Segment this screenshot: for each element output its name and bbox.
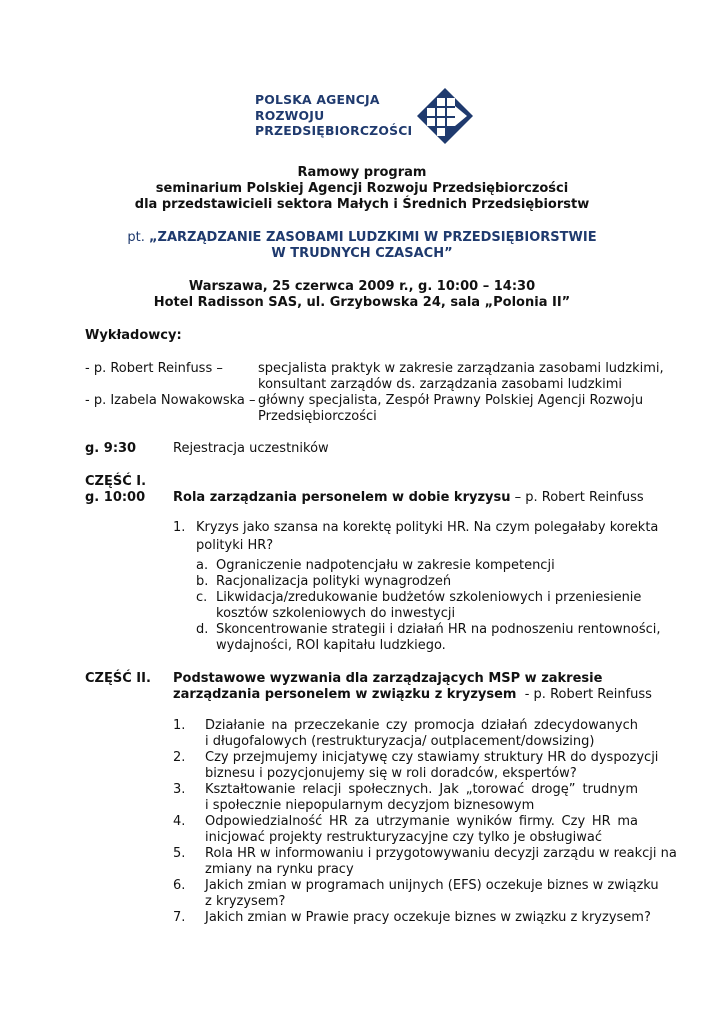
- part-2-item-1-line-2: i długofalowych (restrukturyzacja/ outplacement/dowsizing): [205, 734, 595, 749]
- part-2-item-6-line-1: Jakich zmian w programach unijnych (EFS) oczekuje biznes w związku: [205, 878, 659, 893]
- part-2-item-6-line-2: z kryzysem?: [205, 894, 286, 909]
- part-2-speaker: - p. Robert Reinfuss: [516, 687, 652, 702]
- part-2-item-5-line-2: zmiany na rynku pracy: [205, 862, 354, 877]
- part-2-item-7-line-1: Jakich zmian w Prawie pracy oczekuje biznes w związku z kryzysem?: [205, 910, 651, 925]
- logo-line-2: ROZWOJU: [255, 107, 325, 123]
- part-2-item-2-number: 2.: [173, 750, 186, 765]
- part-2-item-1-number: 1.: [173, 718, 186, 733]
- parp-diamond-arrow-icon: [417, 88, 473, 144]
- lecturer-2-name: - p. Izabela Nowakowska –: [85, 393, 256, 408]
- audience-title: dla przedstawicieli sektora Małych i Średnich Przedsiębiorstw: [134, 197, 590, 212]
- part-2-item-5-line-1: Rola HR w informowaniu i przygotowywaniu decyzji zarządu w reakcji na: [205, 846, 677, 861]
- part-1-sub-d-letter: d.: [196, 622, 209, 637]
- logo-line-1: POLSKA AGENCJA: [255, 92, 380, 107]
- part-1-sub-b-text: Racjonalizacja polityki wynagrodzeń: [216, 574, 452, 589]
- part-1-sub-b-letter: b.: [196, 574, 209, 589]
- part-2-item-2-line-1: Czy przejmujemy inicjatywę czy stawiamy struktury HR do dyspozycji: [205, 750, 659, 765]
- part-1-question-line-2: polityki HR?: [196, 538, 274, 553]
- lecturer-1-desc-1: specjalista praktyk w zakresie zarządzania zasobami ludzkimi,: [258, 361, 664, 376]
- lecturer-1-desc-2: konsultant zarządów ds. zarządzania zasobami ludzkimi: [258, 377, 622, 392]
- lecturer-1-name: - p. Robert Reinfuss –: [85, 361, 223, 376]
- part-1-sub-a-letter: a.: [196, 558, 209, 573]
- lecturer-2-desc-2: Przedsiębiorczości: [258, 409, 377, 424]
- part-2-item-3-line-1: Kształtowanie relacji społecznych. Jak „torować drogę” trudnym: [205, 782, 638, 797]
- part-2-item-4-line-2: inicjować projekty restrukturyzacyjne czy tylko je obsługiwać: [205, 830, 603, 845]
- part-2-item-2-line-2: biznesu i pozycjonujemy się w roli doradców, ekspertów?: [205, 766, 577, 781]
- part-2-title-1: Podstawowe wyzwania dla zarządzających MSP w zakresie: [173, 671, 603, 686]
- parp-logo: [255, 88, 470, 148]
- part-2-label: CZĘŚĆ II.: [85, 671, 151, 686]
- registration-label: Rejestracja uczestników: [173, 441, 329, 456]
- event-date: Warszawa, 25 czerwca 2009 r., g. 10:00 – 14:30: [188, 279, 536, 294]
- registration-time: g. 9:30: [85, 441, 137, 456]
- part-2-heading-2: [173, 687, 652, 703]
- topic-line-1: [60, 230, 664, 246]
- part-1-sub-c-line-1: Likwidacja/zredukowanie budżetów szkoleniowych i przeniesienie: [216, 590, 642, 605]
- event-venue: Hotel Radisson SAS, ul. Grzybowska 24, sala „Polonia II”: [153, 295, 571, 310]
- part-1-speaker: – p. Robert Reinfuss: [510, 490, 644, 505]
- part-1-sub-c-letter: c.: [196, 590, 208, 605]
- program-title: Ramowy program: [297, 165, 427, 180]
- topic-title-2: W TRUDNYCH CZASACH”: [271, 246, 453, 261]
- topic-prefix: pt.: [127, 230, 145, 245]
- part-1-question-number: 1.: [173, 520, 186, 535]
- part-1-heading: [173, 490, 644, 506]
- lecturer-2-desc-1: główny specjalista, Zespół Prawny Polskiej Agencji Rozwoju: [258, 393, 644, 408]
- logo-text: [255, 92, 412, 139]
- part-1-question-line-1: Kryzys jako szansa na korektę polityki HR. Na czym polegałaby korekta: [196, 520, 659, 535]
- part-2-item-6-number: 6.: [173, 878, 186, 893]
- part-1-sub-d-line-1: Skoncentrowanie strategii i działań HR na podnoszeniu rentowności,: [216, 622, 661, 637]
- part-2-item-3-line-2: i społecznie niepopularnym decyzjom biznesowym: [205, 798, 535, 813]
- lecturers-heading: Wykładowcy:: [85, 328, 182, 343]
- part-2-item-1-line-1: Działanie na przeczekanie czy promocja działań zdecydowanych: [205, 718, 638, 733]
- topic-title-1: „ZARZĄDZANIE ZASOBAMI LUDZKIMI W PRZEDSIĘBIORSTWIE: [149, 230, 597, 245]
- part-1-label: CZĘŚĆ I.: [85, 474, 147, 489]
- part-1-time: g. 10:00: [85, 490, 146, 505]
- part-2-item-4-line-1: Odpowiedzialność HR za utrzymanie wyników firmy. Czy HR ma: [205, 814, 638, 829]
- part-1-sub-c-line-2: kosztów szkoleniowych do inwestycji: [216, 606, 456, 621]
- logo-line-3: PRZEDSIĘBIORCZOŚCI: [255, 123, 413, 138]
- part-2-title-2: zarządzania personelem w związku z kryzysem: [173, 687, 517, 702]
- seminar-title: seminarium Polskiej Agencji Rozwoju Przedsiębiorczości: [155, 181, 569, 196]
- part-2-item-4-number: 4.: [173, 814, 186, 829]
- part-1-title: Rola zarządzania personelem w dobie kryzysu: [173, 490, 511, 505]
- part-2-item-3-number: 3.: [173, 782, 186, 797]
- part-2-item-5-number: 5.: [173, 846, 186, 861]
- part-1-sub-a-text: Ograniczenie nadpotencjału w zakresie kompetencji: [216, 558, 555, 573]
- part-1-sub-d-line-2: wydajności, ROI kapitału ludzkiego.: [216, 638, 446, 653]
- part-2-item-7-number: 7.: [173, 910, 186, 925]
